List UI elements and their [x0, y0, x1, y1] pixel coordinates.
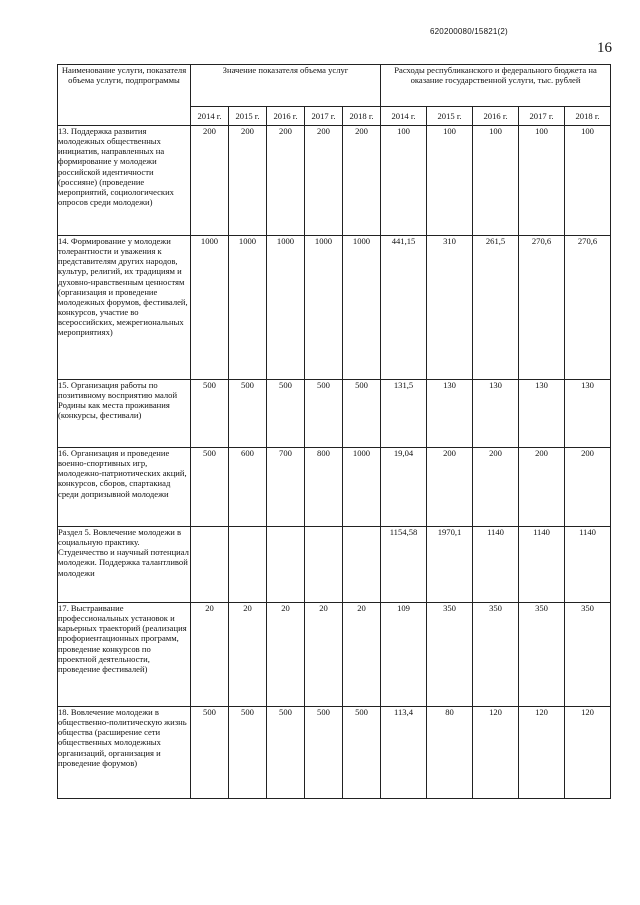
expense-value: 113,4 — [381, 707, 427, 799]
volume-value — [191, 527, 229, 603]
expense-value: 100 — [473, 126, 519, 236]
service-name: 18. Вовлечение молодежи в общественно-политическую жизнь общества (расширение сети общественных молодежных организаций, организация и проведение форумов) — [58, 707, 191, 799]
expense-value: 1140 — [473, 527, 519, 603]
expense-value: 130 — [473, 380, 519, 448]
volume-value: 500 — [305, 380, 343, 448]
expense-value: 270,6 — [565, 236, 611, 380]
expense-value: 19,04 — [381, 448, 427, 527]
volume-value: 500 — [229, 707, 267, 799]
volume-value: 1000 — [267, 236, 305, 380]
expense-value: 270,6 — [519, 236, 565, 380]
volume-value — [343, 527, 381, 603]
service-name: 17. Выстраивание профессиональных установок и карьерных траекторий (реализация профориентационных программ, проведение конкурсов по проектной деятельности, проведение фестивалей) — [58, 603, 191, 707]
volume-year: 2016 г. — [267, 107, 305, 126]
service-name: 13. Поддержка развития молодежных общественных инициатив, направленных на формирование у молодежи российской идентичности (россияне) (проведение мероприятий, социологических опросов среди молодежи) — [58, 126, 191, 236]
service-name: 15. Организация работы по позитивному восприятию малой Родины как места проживания (конкурсы, фестивали) — [58, 380, 191, 448]
volume-value: 500 — [343, 380, 381, 448]
section-name: Раздел 5. Вовлечение молодежи в социальную практику. Студенчество и научный потенциал молодежи. Поддержка талантливой молодежи — [58, 527, 191, 603]
expense-value: 120 — [473, 707, 519, 799]
volume-value: 200 — [305, 126, 343, 236]
volume-value: 20 — [229, 603, 267, 707]
expense-year: 2018 г. — [565, 107, 611, 126]
document-id: 620200080/15821(2) — [430, 27, 508, 36]
expense-value: 441,15 — [381, 236, 427, 380]
expense-value: 200 — [565, 448, 611, 527]
volume-value: 800 — [305, 448, 343, 527]
expense-value: 120 — [519, 707, 565, 799]
header-expenses: Расходы республиканского и федерального бюджета на оказание государственной услуги, тыс. рублей — [381, 65, 611, 107]
expense-year: 2014 г. — [381, 107, 427, 126]
table-row — [58, 236, 611, 380]
table-body — [58, 126, 611, 799]
volume-value: 20 — [343, 603, 381, 707]
volume-value: 500 — [343, 707, 381, 799]
expense-value: 100 — [519, 126, 565, 236]
expense-value: 350 — [427, 603, 473, 707]
volume-value: 1000 — [343, 448, 381, 527]
page-number: 16 — [597, 40, 612, 56]
expense-value: 200 — [519, 448, 565, 527]
header-name: Наименование услуги, показателя объема услуги, подпрограммы — [58, 65, 191, 126]
volume-value: 500 — [267, 707, 305, 799]
volume-value: 500 — [305, 707, 343, 799]
expense-value: 350 — [565, 603, 611, 707]
table-row — [58, 448, 611, 527]
expense-value: 120 — [565, 707, 611, 799]
expense-value: 100 — [565, 126, 611, 236]
expense-value: 200 — [427, 448, 473, 527]
service-name: 16. Организация и проведение военно-спортивных игр, молодежно-патриотических акций, конкурсов, сборов, спартакиад среди допризывной молодежи — [58, 448, 191, 527]
section-row — [58, 527, 611, 603]
volume-value: 500 — [229, 380, 267, 448]
volume-year: 2014 г. — [191, 107, 229, 126]
expense-value: 200 — [473, 448, 519, 527]
expense-value: 131,5 — [381, 380, 427, 448]
volume-value: 500 — [191, 707, 229, 799]
expense-year: 2015 г. — [427, 107, 473, 126]
services-table — [57, 64, 611, 799]
expense-value: 130 — [519, 380, 565, 448]
expense-value: 130 — [427, 380, 473, 448]
expense-value: 80 — [427, 707, 473, 799]
volume-value — [305, 527, 343, 603]
volume-year: 2017 г. — [305, 107, 343, 126]
volume-value: 1000 — [191, 236, 229, 380]
expense-value: 1140 — [519, 527, 565, 603]
volume-year: 2018 г. — [343, 107, 381, 126]
volume-value: 500 — [191, 448, 229, 527]
service-name: 14. Формирование у молодежи толерантности и уважения к представителям других народов, культур, религий, их традициям и духовно-нравственным ценностям (организация и проведение молодежных форумов, фестивалей, конкурсов, участие во всероссийских, межрегиональных мероприятиях) — [58, 236, 191, 380]
table-row — [58, 380, 611, 448]
volume-value: 500 — [267, 380, 305, 448]
expense-year: 2017 г. — [519, 107, 565, 126]
volume-value: 1000 — [229, 236, 267, 380]
volume-value: 20 — [191, 603, 229, 707]
expense-value: 100 — [427, 126, 473, 236]
table-row — [58, 603, 611, 707]
expense-value: 1154,58 — [381, 527, 427, 603]
expense-value: 100 — [381, 126, 427, 236]
volume-value: 1000 — [343, 236, 381, 380]
expense-value: 350 — [519, 603, 565, 707]
volume-value: 700 — [267, 448, 305, 527]
volume-value: 500 — [191, 380, 229, 448]
expense-year: 2016 г. — [473, 107, 519, 126]
volume-value: 20 — [267, 603, 305, 707]
volume-value: 600 — [229, 448, 267, 527]
expense-value: 130 — [565, 380, 611, 448]
volume-value — [229, 527, 267, 603]
volume-value: 1000 — [305, 236, 343, 380]
volume-value: 200 — [267, 126, 305, 236]
volume-value: 200 — [229, 126, 267, 236]
volume-value — [267, 527, 305, 603]
expense-value: 1970,1 — [427, 527, 473, 603]
expense-value: 261,5 — [473, 236, 519, 380]
volume-value: 200 — [191, 126, 229, 236]
volume-value: 200 — [343, 126, 381, 236]
table-row — [58, 126, 611, 236]
volume-year: 2015 г. — [229, 107, 267, 126]
expense-value: 350 — [473, 603, 519, 707]
table-row — [58, 707, 611, 799]
volume-value: 20 — [305, 603, 343, 707]
header-volume: Значение показателя объема услуг — [191, 65, 381, 107]
expense-value: 1140 — [565, 527, 611, 603]
expense-value: 310 — [427, 236, 473, 380]
expense-value: 109 — [381, 603, 427, 707]
